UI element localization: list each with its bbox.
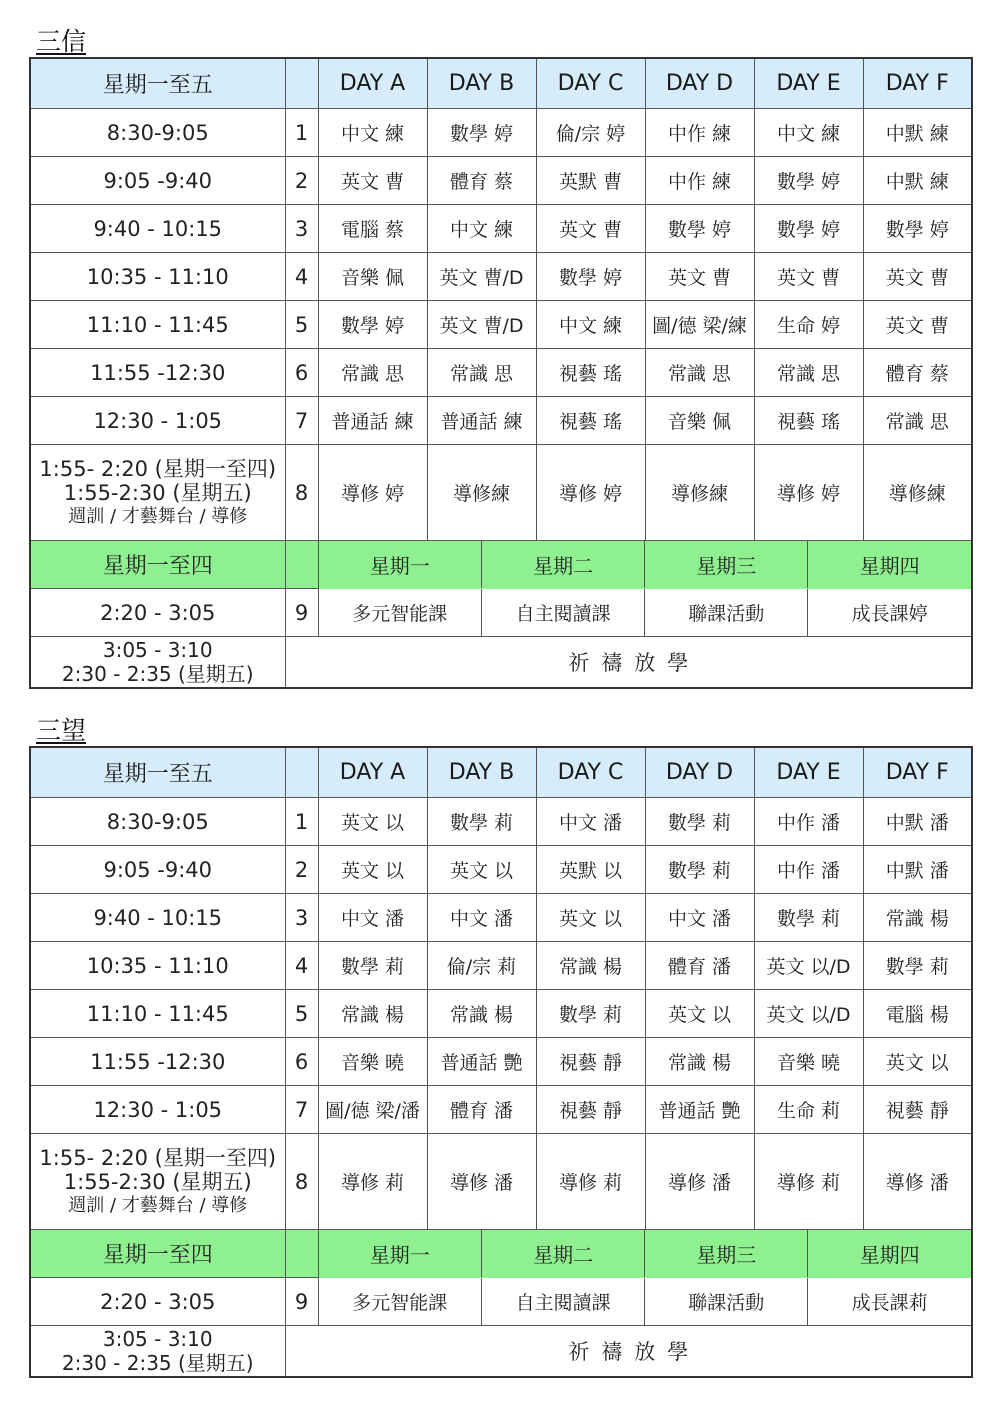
period-time: 2:20 - 3:05	[30, 1278, 285, 1326]
day-header: DAY B	[427, 747, 536, 798]
weekday-header: 星期三	[645, 1230, 808, 1277]
lesson-cell: 英文 以	[863, 1038, 972, 1086]
lesson-cell: 導修 婷	[754, 445, 863, 541]
lesson-cell: 導修 莉	[536, 1134, 645, 1230]
activity-table	[319, 589, 972, 636]
period-row	[30, 205, 972, 253]
day-header: DAY F	[863, 58, 972, 109]
lesson-cell: 數學 婷	[645, 205, 754, 253]
timetable	[29, 57, 973, 689]
lesson-cell: 中默 潘	[863, 846, 972, 894]
lesson-cell: 常識 思	[427, 349, 536, 397]
lesson-cell: 視藝 靜	[536, 1038, 645, 1086]
class-title-2: 三望	[36, 716, 87, 745]
lesson-cell: 數學 婷	[754, 157, 863, 205]
day-header: DAY C	[536, 747, 645, 798]
period-time: 9:40 - 10:15	[30, 205, 285, 253]
activity-cell: 自主閱讀課	[482, 1278, 645, 1325]
lesson-cell: 英文 以	[427, 846, 536, 894]
dismissal-row	[30, 637, 972, 689]
period-time: 9:05 -9:40	[30, 846, 285, 894]
lesson-cell: 視藝 瑤	[536, 397, 645, 445]
dismissal-row	[30, 1326, 972, 1378]
period-time: 11:55 -12:30	[30, 349, 285, 397]
period-row	[30, 349, 972, 397]
day-header: DAY D	[645, 58, 754, 109]
weekday-header-table	[319, 1230, 972, 1277]
activity-cell: 聯課活動	[645, 589, 808, 636]
lesson-cell: 音樂 曉	[754, 1038, 863, 1086]
period-time: 8:30-9:05	[30, 798, 285, 846]
lesson-cell: 數學 莉	[754, 894, 863, 942]
lesson-cell: 中默 練	[863, 157, 972, 205]
lesson-cell: 中文 練	[318, 109, 427, 157]
weekday-header: 星期二	[482, 1230, 645, 1277]
lesson-cell: 中文 潘	[536, 798, 645, 846]
day-header: DAY D	[645, 747, 754, 798]
period-number: 3	[285, 205, 318, 253]
period-time-line: 1:55- 2:20 (星期一至四)	[39, 456, 277, 481]
period-number: 6	[285, 1038, 318, 1086]
weekday-header-group	[318, 1230, 972, 1278]
lesson-cell: 數學 婷	[754, 205, 863, 253]
period-row	[30, 445, 972, 541]
lesson-cell: 導修 潘	[427, 1134, 536, 1230]
activity-cell: 多元智能課	[319, 1278, 482, 1325]
timetable-section-2	[29, 746, 971, 1378]
activity-cell: 成長課婷	[808, 589, 971, 636]
lesson-cell: 常識 思	[863, 397, 972, 445]
period-time: 2:20 - 3:05	[30, 589, 285, 637]
period-row	[30, 990, 972, 1038]
weekday-header-row	[30, 1230, 972, 1278]
weekday-header: 星期一	[319, 1230, 482, 1277]
activity-group	[318, 589, 972, 637]
period-time-line: 1:55- 2:20 (星期一至四)	[39, 1145, 277, 1170]
weekday-header: 星期一	[319, 541, 482, 588]
lesson-cell: 體育 蔡	[863, 349, 972, 397]
lesson-cell: 英文 曹	[863, 301, 972, 349]
lesson-cell: 中默 潘	[863, 798, 972, 846]
lesson-cell: 中文 練	[536, 301, 645, 349]
lesson-cell: 英默 以	[536, 846, 645, 894]
weekday-header: 星期二	[482, 541, 645, 588]
lesson-cell: 英文 曹	[536, 205, 645, 253]
day-header: DAY A	[318, 747, 427, 798]
lesson-cell: 中文 潘	[318, 894, 427, 942]
activity-cell: 聯課活動	[645, 1278, 808, 1325]
lesson-cell: 普通話 練	[427, 397, 536, 445]
lesson-cell: 數學 莉	[645, 798, 754, 846]
timetable-section-1	[29, 57, 971, 689]
period-number: 9	[285, 1278, 318, 1326]
period-number: 8	[285, 445, 318, 541]
weekdays-label: 星期一至四	[30, 541, 285, 589]
period-row	[30, 894, 972, 942]
lesson-cell: 英文 曹/D	[427, 253, 536, 301]
period-time-line: 週訓 / 才藝舞台 / 導修	[68, 505, 248, 527]
lesson-cell: 中作 練	[645, 109, 754, 157]
lesson-cell: 視藝 瑤	[754, 397, 863, 445]
day-header: DAY B	[427, 58, 536, 109]
period-time: 12:30 - 1:05	[30, 1086, 285, 1134]
period-number-header	[285, 58, 318, 109]
period-number: 2	[285, 846, 318, 894]
lesson-cell: 導修 潘	[863, 1134, 972, 1230]
period-row	[30, 301, 972, 349]
lesson-cell: 英文 曹	[754, 253, 863, 301]
period-number: 5	[285, 301, 318, 349]
lesson-cell: 英文 以/D	[754, 990, 863, 1038]
lesson-cell: 常識 楊	[863, 894, 972, 942]
lesson-cell: 數學 莉	[863, 942, 972, 990]
lesson-cell: 常識 思	[645, 349, 754, 397]
lesson-cell: 導修 潘	[645, 1134, 754, 1230]
lesson-cell: 圖/德 梁/練	[645, 301, 754, 349]
lesson-cell: 倫/宗 莉	[427, 942, 536, 990]
lesson-cell: 體育 潘	[645, 942, 754, 990]
day-header: DAY C	[536, 58, 645, 109]
period-time-line: 週訓 / 才藝舞台 / 導修	[68, 1194, 248, 1216]
period-time: 9:40 - 10:15	[30, 894, 285, 942]
dismissal-time-line: 3:05 - 3:10	[102, 638, 213, 662]
period-time	[30, 445, 285, 541]
lesson-cell: 常識 楊	[427, 990, 536, 1038]
period-row	[30, 397, 972, 445]
lesson-cell: 導修 莉	[754, 1134, 863, 1230]
day-header: DAY E	[754, 58, 863, 109]
period-number-header	[285, 541, 318, 589]
period-time	[30, 1134, 285, 1230]
period-time: 10:35 - 11:10	[30, 942, 285, 990]
lesson-cell: 導修 莉	[318, 1134, 427, 1230]
lesson-cell: 中文 練	[427, 205, 536, 253]
activity-table	[319, 1278, 972, 1325]
lesson-cell: 英文 以/D	[754, 942, 863, 990]
lesson-cell: 普通話 艷	[645, 1086, 754, 1134]
period-row	[30, 798, 972, 846]
period-number: 4	[285, 942, 318, 990]
lesson-cell: 數學 莉	[645, 846, 754, 894]
period-time-line: 1:55-2:30 (星期五)	[63, 1169, 252, 1194]
lesson-cell: 導修 婷	[318, 445, 427, 541]
dismissal-time	[30, 1326, 285, 1378]
lesson-cell: 中作 練	[645, 157, 754, 205]
period-number: 7	[285, 1086, 318, 1134]
lesson-cell: 數學 婷	[318, 301, 427, 349]
day-header: DAY F	[863, 747, 972, 798]
period-number: 1	[285, 109, 318, 157]
lesson-cell: 英文 以	[536, 894, 645, 942]
activity-cell: 多元智能課	[319, 589, 482, 636]
lesson-cell: 常識 楊	[536, 942, 645, 990]
lesson-cell: 電腦 楊	[863, 990, 972, 1038]
weekday-header-table	[319, 541, 972, 588]
lesson-cell: 倫/宗 婷	[536, 109, 645, 157]
period-row	[30, 589, 972, 637]
activity-group	[318, 1278, 972, 1326]
lesson-cell: 數學 莉	[536, 990, 645, 1038]
lesson-cell: 音樂 佩	[645, 397, 754, 445]
lesson-cell: 英文 曹	[318, 157, 427, 205]
period-number: 6	[285, 349, 318, 397]
lesson-cell: 英文 以	[318, 846, 427, 894]
lesson-cell: 導修練	[645, 445, 754, 541]
lesson-cell: 電腦 蔡	[318, 205, 427, 253]
lesson-cell: 中作 潘	[754, 798, 863, 846]
lesson-cell: 體育 蔡	[427, 157, 536, 205]
dismissal-time-line: 3:05 - 3:10	[102, 1327, 213, 1351]
period-number: 8	[285, 1134, 318, 1230]
period-row	[30, 1278, 972, 1326]
lesson-cell: 數學 莉	[427, 798, 536, 846]
lesson-cell: 中默 練	[863, 109, 972, 157]
lesson-cell: 導修練	[427, 445, 536, 541]
period-number: 9	[285, 589, 318, 637]
period-time: 9:05 -9:40	[30, 157, 285, 205]
lesson-cell: 視藝 瑤	[536, 349, 645, 397]
lesson-cell: 音樂 佩	[318, 253, 427, 301]
period-number: 3	[285, 894, 318, 942]
day-header-row	[30, 58, 972, 109]
period-number: 7	[285, 397, 318, 445]
lesson-cell: 英文 以	[318, 798, 427, 846]
weekdays-label: 星期一至五	[30, 58, 285, 109]
lesson-cell: 視藝 靜	[536, 1086, 645, 1134]
lesson-cell: 中文 練	[754, 109, 863, 157]
day-header-row	[30, 747, 972, 798]
period-number: 1	[285, 798, 318, 846]
lesson-cell: 導修 婷	[536, 445, 645, 541]
dismissal-time-line: 2:30 - 2:35 (星期五)	[61, 1351, 254, 1375]
lesson-cell: 數學 婷	[427, 109, 536, 157]
weekday-header-group	[318, 541, 972, 589]
lesson-cell: 生命 莉	[754, 1086, 863, 1134]
lesson-cell: 英文 曹	[645, 253, 754, 301]
weekdays-label: 星期一至四	[30, 1230, 285, 1278]
lesson-cell: 中文 潘	[645, 894, 754, 942]
period-row	[30, 1134, 972, 1230]
lesson-cell: 英文 以	[645, 990, 754, 1038]
weekdays-label: 星期一至五	[30, 747, 285, 798]
lesson-cell: 英文 曹/D	[427, 301, 536, 349]
period-row	[30, 1086, 972, 1134]
dismissal-text: 祈禱放學	[285, 637, 972, 689]
lesson-cell: 音樂 曉	[318, 1038, 427, 1086]
lesson-cell: 普通話 練	[318, 397, 427, 445]
weekday-header-row	[30, 541, 972, 589]
period-number-header	[285, 747, 318, 798]
lesson-cell: 英默 曹	[536, 157, 645, 205]
day-header: DAY A	[318, 58, 427, 109]
period-time: 11:55 -12:30	[30, 1038, 285, 1086]
activity-cell: 自主閱讀課	[482, 589, 645, 636]
class-title-1: 三信	[36, 27, 87, 56]
activity-cell: 成長課莉	[808, 1278, 971, 1325]
period-row	[30, 157, 972, 205]
lesson-cell: 生命 婷	[754, 301, 863, 349]
timetable	[29, 746, 973, 1378]
lesson-cell: 普通話 艷	[427, 1038, 536, 1086]
lesson-cell: 導修練	[863, 445, 972, 541]
lesson-cell: 常識 楊	[645, 1038, 754, 1086]
lesson-cell: 英文 曹	[863, 253, 972, 301]
lesson-cell: 體育 潘	[427, 1086, 536, 1134]
period-time: 8:30-9:05	[30, 109, 285, 157]
period-time-line: 1:55-2:30 (星期五)	[63, 480, 252, 505]
period-time: 11:10 - 11:45	[30, 301, 285, 349]
lesson-cell: 圖/德 梁/潘	[318, 1086, 427, 1134]
period-number: 4	[285, 253, 318, 301]
lesson-cell: 常識 思	[318, 349, 427, 397]
period-time: 12:30 - 1:05	[30, 397, 285, 445]
lesson-cell: 常識 思	[754, 349, 863, 397]
period-row	[30, 253, 972, 301]
weekday-header: 星期四	[808, 541, 971, 588]
dismissal-time	[30, 637, 285, 689]
weekday-header: 星期四	[808, 1230, 971, 1277]
lesson-cell: 數學 婷	[863, 205, 972, 253]
lesson-cell: 中文 潘	[427, 894, 536, 942]
lesson-cell: 中作 潘	[754, 846, 863, 894]
lesson-cell: 常識 楊	[318, 990, 427, 1038]
dismissal-time-line: 2:30 - 2:35 (星期五)	[61, 662, 254, 686]
period-row	[30, 942, 972, 990]
period-time: 11:10 - 11:45	[30, 990, 285, 1038]
period-row	[30, 1038, 972, 1086]
period-number-header	[285, 1230, 318, 1278]
period-row	[30, 846, 972, 894]
weekday-header: 星期三	[645, 541, 808, 588]
period-number: 2	[285, 157, 318, 205]
period-number: 5	[285, 990, 318, 1038]
lesson-cell: 視藝 靜	[863, 1086, 972, 1134]
dismissal-text: 祈禱放學	[285, 1326, 972, 1378]
lesson-cell: 數學 莉	[318, 942, 427, 990]
lesson-cell: 數學 婷	[536, 253, 645, 301]
period-time: 10:35 - 11:10	[30, 253, 285, 301]
day-header: DAY E	[754, 747, 863, 798]
period-row	[30, 109, 972, 157]
